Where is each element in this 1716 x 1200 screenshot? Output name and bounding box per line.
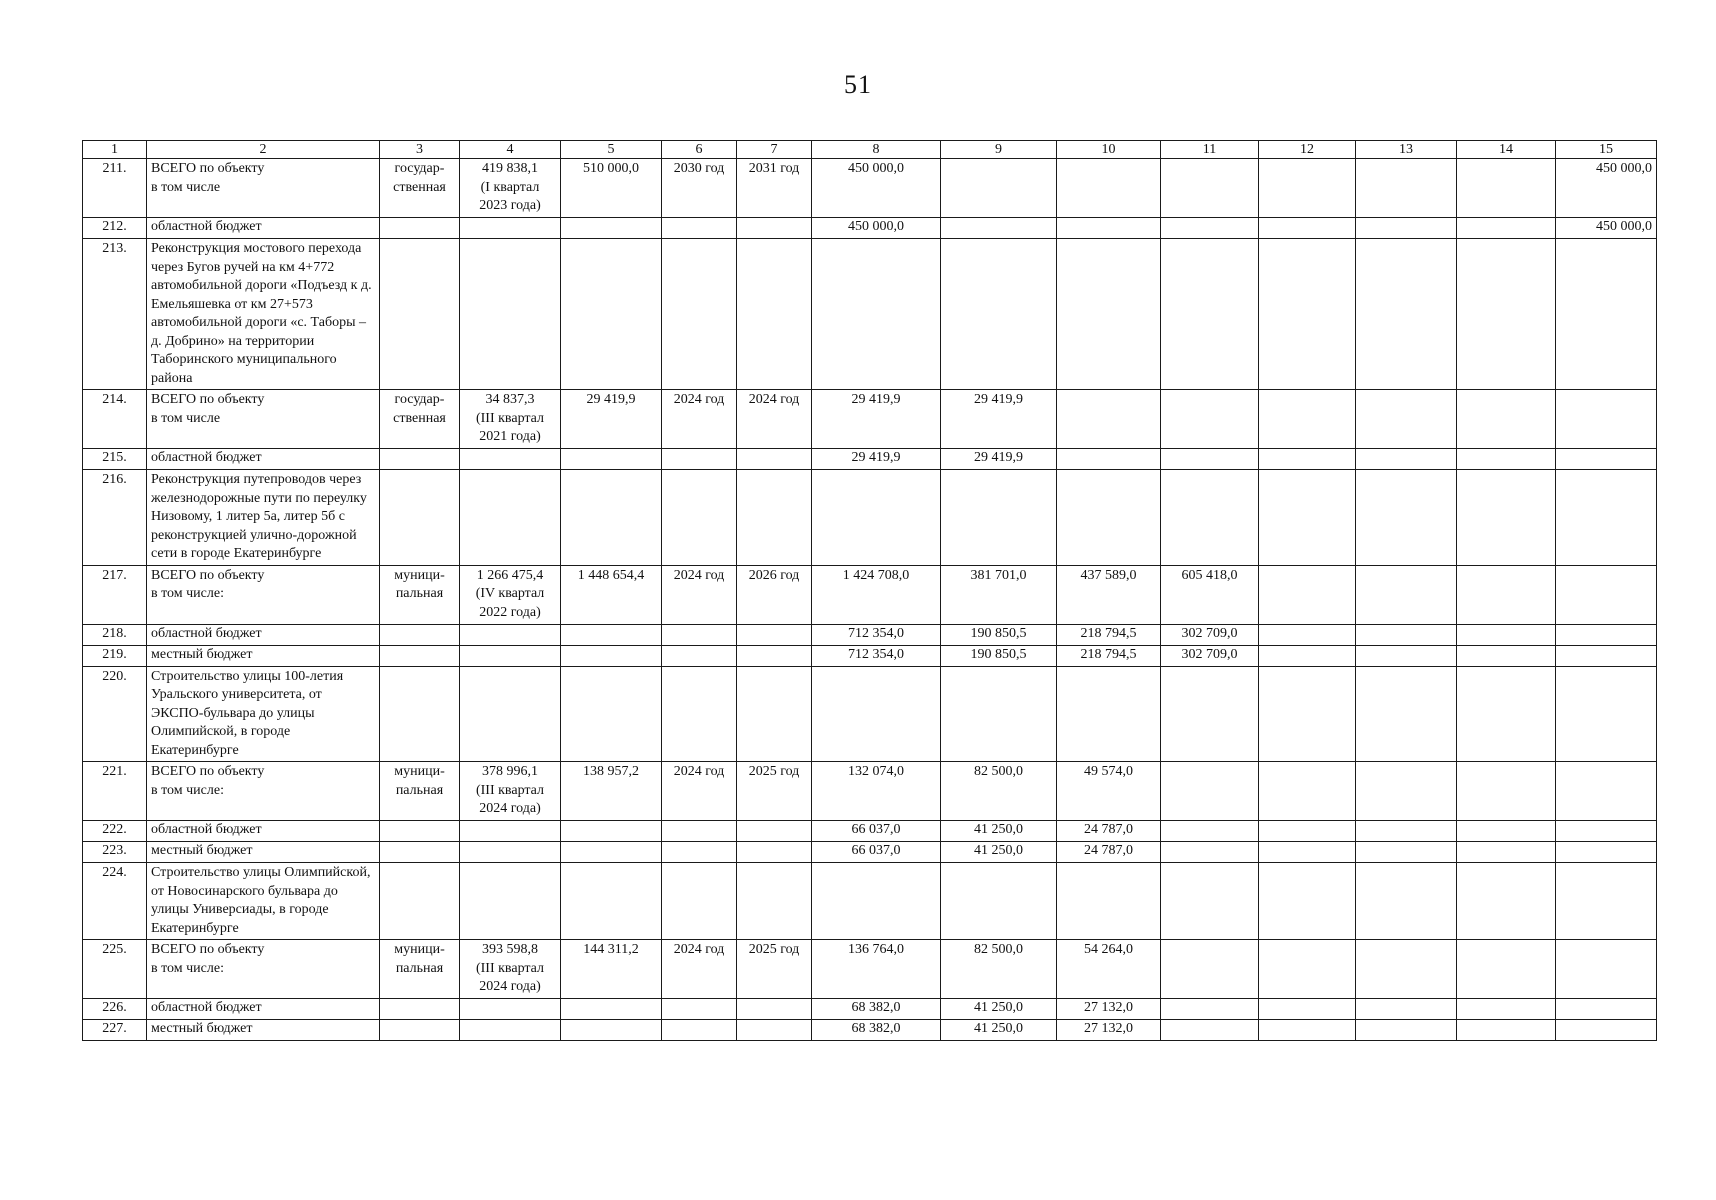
row-number-cell: 215.	[83, 449, 147, 470]
year-amount-cell	[1057, 218, 1161, 239]
empty-cell	[460, 624, 561, 645]
current-cost-cell: 138 957,2	[561, 762, 662, 821]
empty-cell	[1259, 624, 1356, 645]
empty-cell	[1356, 999, 1457, 1020]
year-amount-cell: 218 794,5	[1057, 645, 1161, 666]
empty-cell	[1356, 239, 1457, 390]
empty-cell	[737, 821, 812, 842]
table-row	[83, 863, 1657, 940]
year-amount-cell: 218 794,5	[1057, 624, 1161, 645]
year-amount-cell: 302 709,0	[1161, 624, 1259, 645]
object-name-cell: областной бюджет	[147, 624, 380, 645]
empty-cell	[737, 842, 812, 863]
empty-cell	[662, 239, 737, 390]
end-year-cell: 2024 год	[737, 390, 812, 449]
total-amount-cell: 66 037,0	[812, 821, 941, 842]
empty-cell	[812, 239, 941, 390]
current-cost-cell: 29 419,9	[561, 390, 662, 449]
table-row	[83, 940, 1657, 999]
empty-cell	[1259, 239, 1356, 390]
empty-cell	[1259, 565, 1356, 624]
empty-cell	[561, 842, 662, 863]
year-amount-cell: 190 850,5	[941, 624, 1057, 645]
object-name-cell: ВСЕГО по объекту в том числе	[147, 390, 380, 449]
empty-cell	[561, 1020, 662, 1041]
year-amount-cell	[1057, 449, 1161, 470]
empty-cell	[1161, 470, 1259, 566]
empty-cell	[662, 218, 737, 239]
empty-cell	[662, 999, 737, 1020]
year-amount-cell: 302 709,0	[1161, 645, 1259, 666]
empty-cell	[380, 239, 460, 390]
empty-cell	[460, 821, 561, 842]
empty-cell	[662, 624, 737, 645]
year-amount-cell	[1161, 999, 1259, 1020]
object-name-cell: Строительство улицы Олимпийской, от Новосинарского бульвара до улицы Универсиады, в городе Екатеринбурге	[147, 863, 380, 940]
empty-cell	[460, 449, 561, 470]
year-amount-cell	[1556, 940, 1657, 999]
table-row	[83, 470, 1657, 566]
empty-cell	[1457, 645, 1556, 666]
ownership-cell: государ- ственная	[380, 159, 460, 218]
object-name-cell: Строительство улицы 100-летия Уральского университета, от ЭКСПО-бульвара до улицы Олимпийской, в городе Екатеринбурге	[147, 666, 380, 762]
column-header: 9	[941, 141, 1057, 159]
estimated-cost-cell: 393 598,8 (III квартал 2024 года)	[460, 940, 561, 999]
year-amount-cell: 29 419,9	[941, 390, 1057, 449]
row-number-cell: 220.	[83, 666, 147, 762]
ownership-cell: муници- пальная	[380, 762, 460, 821]
year-amount-cell	[1161, 390, 1259, 449]
object-name-cell: Реконструкция мостового перехода через Бугов ручей на км 4+772 автомобильной дороги «Подъезд к д. Емельяшевка от км 27+573 автомобильной дороги «с. Таборы – д. Добрино» на территории Таборинского муниципального района	[147, 239, 380, 390]
empty-cell	[561, 645, 662, 666]
empty-cell	[460, 842, 561, 863]
year-amount-cell	[1161, 159, 1259, 218]
year-amount-cell: 24 787,0	[1057, 842, 1161, 863]
year-amount-cell	[1161, 940, 1259, 999]
total-amount-cell: 29 419,9	[812, 390, 941, 449]
empty-cell	[737, 1020, 812, 1041]
empty-cell	[380, 470, 460, 566]
object-name-cell: ВСЕГО по объекту в том числе:	[147, 565, 380, 624]
column-header: 11	[1161, 141, 1259, 159]
empty-cell	[1057, 863, 1161, 940]
empty-cell	[1356, 842, 1457, 863]
year-amount-cell	[1556, 999, 1657, 1020]
year-amount-cell	[1556, 449, 1657, 470]
year-amount-cell	[1161, 842, 1259, 863]
empty-cell	[1259, 999, 1356, 1020]
empty-cell	[1356, 762, 1457, 821]
empty-cell	[1356, 666, 1457, 762]
empty-cell	[737, 449, 812, 470]
page-number: 51	[844, 70, 872, 99]
object-name-cell: Реконструкция путепроводов через железнодорожные пути по переулку Низовому, 1 литер 5а, литер 5б с реконструкцией улично-дорожной сети в городе Екатеринбурге	[147, 470, 380, 566]
empty-cell	[812, 470, 941, 566]
empty-cell	[561, 239, 662, 390]
empty-cell	[1259, 218, 1356, 239]
empty-cell	[380, 999, 460, 1020]
empty-cell	[812, 666, 941, 762]
table-row	[83, 666, 1657, 762]
column-header: 12	[1259, 141, 1356, 159]
empty-cell	[737, 666, 812, 762]
object-name-cell: местный бюджет	[147, 645, 380, 666]
year-amount-cell: 49 574,0	[1057, 762, 1161, 821]
empty-cell	[460, 1020, 561, 1041]
object-name-cell: областной бюджет	[147, 821, 380, 842]
empty-cell	[1457, 940, 1556, 999]
row-number-cell: 222.	[83, 821, 147, 842]
year-amount-cell	[1556, 842, 1657, 863]
total-amount-cell: 29 419,9	[812, 449, 941, 470]
empty-cell	[1259, 449, 1356, 470]
empty-cell	[1457, 863, 1556, 940]
empty-cell	[460, 666, 561, 762]
empty-cell	[1356, 159, 1457, 218]
empty-cell	[380, 645, 460, 666]
table-row	[83, 565, 1657, 624]
row-number-cell: 217.	[83, 565, 147, 624]
row-number-cell: 213.	[83, 239, 147, 390]
column-header: 14	[1457, 141, 1556, 159]
empty-cell	[737, 645, 812, 666]
empty-cell	[460, 239, 561, 390]
year-amount-cell	[1161, 218, 1259, 239]
estimated-cost-cell: 378 996,1 (III квартал 2024 года)	[460, 762, 561, 821]
empty-cell	[662, 645, 737, 666]
column-header: 4	[460, 141, 561, 159]
empty-cell	[1356, 565, 1457, 624]
start-year-cell: 2024 год	[662, 940, 737, 999]
empty-cell	[1356, 940, 1457, 999]
total-amount-cell: 68 382,0	[812, 999, 941, 1020]
empty-cell	[460, 863, 561, 940]
empty-cell	[561, 470, 662, 566]
column-header: 7	[737, 141, 812, 159]
table-row	[83, 821, 1657, 842]
table-row	[83, 999, 1657, 1020]
empty-cell	[737, 999, 812, 1020]
empty-cell	[1356, 624, 1457, 645]
year-amount-cell: 605 418,0	[1161, 565, 1259, 624]
year-amount-cell	[1161, 821, 1259, 842]
empty-cell	[1356, 470, 1457, 566]
column-header: 13	[1356, 141, 1457, 159]
empty-cell	[941, 239, 1057, 390]
table-row	[83, 239, 1657, 390]
object-name-cell: областной бюджет	[147, 449, 380, 470]
empty-cell	[1259, 666, 1356, 762]
empty-cell	[380, 821, 460, 842]
end-year-cell: 2031 год	[737, 159, 812, 218]
empty-cell	[380, 449, 460, 470]
empty-cell	[561, 218, 662, 239]
row-number-cell: 223.	[83, 842, 147, 863]
empty-cell	[1457, 624, 1556, 645]
empty-cell	[380, 218, 460, 239]
table-row	[83, 645, 1657, 666]
start-year-cell: 2030 год	[662, 159, 737, 218]
total-amount-cell: 1 424 708,0	[812, 565, 941, 624]
end-year-cell: 2025 год	[737, 940, 812, 999]
total-amount-cell: 450 000,0	[812, 159, 941, 218]
empty-cell	[561, 666, 662, 762]
year-amount-cell: 450 000,0	[1556, 159, 1657, 218]
year-amount-cell: 82 500,0	[941, 940, 1057, 999]
empty-cell	[460, 645, 561, 666]
empty-cell	[941, 666, 1057, 762]
empty-cell	[380, 1020, 460, 1041]
empty-cell	[1259, 863, 1356, 940]
empty-cell	[662, 666, 737, 762]
estimated-cost-cell: 1 266 475,4 (IV квартал 2022 года)	[460, 565, 561, 624]
row-number-cell: 214.	[83, 390, 147, 449]
empty-cell	[1161, 239, 1259, 390]
year-amount-cell	[1556, 645, 1657, 666]
empty-cell	[1457, 159, 1556, 218]
empty-cell	[1161, 863, 1259, 940]
year-amount-cell: 82 500,0	[941, 762, 1057, 821]
empty-cell	[737, 863, 812, 940]
year-amount-cell: 381 701,0	[941, 565, 1057, 624]
year-amount-cell: 27 132,0	[1057, 1020, 1161, 1041]
column-header: 5	[561, 141, 662, 159]
empty-cell	[1057, 666, 1161, 762]
object-name-cell: ВСЕГО по объекту в том числе:	[147, 762, 380, 821]
row-number-cell: 221.	[83, 762, 147, 821]
year-amount-cell	[1057, 390, 1161, 449]
year-amount-cell	[1161, 1020, 1259, 1041]
year-amount-cell: 24 787,0	[1057, 821, 1161, 842]
table-row	[83, 1020, 1657, 1041]
empty-cell	[737, 239, 812, 390]
empty-cell	[1556, 239, 1657, 390]
empty-cell	[1356, 863, 1457, 940]
row-number-cell: 212.	[83, 218, 147, 239]
investment-objects-table	[82, 140, 1657, 1041]
start-year-cell: 2024 год	[662, 390, 737, 449]
empty-cell	[1259, 762, 1356, 821]
year-amount-cell: 29 419,9	[941, 449, 1057, 470]
empty-cell	[561, 999, 662, 1020]
total-amount-cell: 68 382,0	[812, 1020, 941, 1041]
empty-cell	[662, 821, 737, 842]
empty-cell	[1556, 666, 1657, 762]
empty-cell	[460, 999, 561, 1020]
year-amount-cell	[941, 218, 1057, 239]
table-row	[83, 449, 1657, 470]
empty-cell	[662, 470, 737, 566]
empty-cell	[1457, 470, 1556, 566]
object-name-cell: областной бюджет	[147, 218, 380, 239]
year-amount-cell: 190 850,5	[941, 645, 1057, 666]
empty-cell	[561, 863, 662, 940]
empty-cell	[1161, 666, 1259, 762]
empty-cell	[1259, 470, 1356, 566]
end-year-cell: 2026 год	[737, 565, 812, 624]
empty-cell	[1556, 863, 1657, 940]
empty-cell	[1457, 821, 1556, 842]
empty-cell	[1457, 218, 1556, 239]
ownership-cell: муници- пальная	[380, 565, 460, 624]
table-row	[83, 390, 1657, 449]
empty-cell	[1457, 565, 1556, 624]
current-cost-cell: 144 311,2	[561, 940, 662, 999]
empty-cell	[941, 470, 1057, 566]
empty-cell	[561, 624, 662, 645]
empty-cell	[561, 821, 662, 842]
empty-cell	[1259, 940, 1356, 999]
table-row	[83, 218, 1657, 239]
row-number-cell: 226.	[83, 999, 147, 1020]
year-amount-cell	[1161, 449, 1259, 470]
year-amount-cell	[941, 159, 1057, 218]
empty-cell	[1356, 449, 1457, 470]
ownership-cell: муници- пальная	[380, 940, 460, 999]
total-amount-cell: 450 000,0	[812, 218, 941, 239]
total-amount-cell: 66 037,0	[812, 842, 941, 863]
empty-cell	[1356, 1020, 1457, 1041]
year-amount-cell	[1556, 1020, 1657, 1041]
year-amount-cell: 54 264,0	[1057, 940, 1161, 999]
row-number-cell: 224.	[83, 863, 147, 940]
year-amount-cell: 27 132,0	[1057, 999, 1161, 1020]
empty-cell	[1057, 239, 1161, 390]
year-amount-cell: 41 250,0	[941, 1020, 1057, 1041]
row-number-cell: 216.	[83, 470, 147, 566]
end-year-cell: 2025 год	[737, 762, 812, 821]
empty-cell	[380, 624, 460, 645]
empty-cell	[1259, 1020, 1356, 1041]
empty-cell	[812, 863, 941, 940]
ownership-cell: государ- ственная	[380, 390, 460, 449]
empty-cell	[1556, 470, 1657, 566]
empty-cell	[380, 863, 460, 940]
column-header: 15	[1556, 141, 1657, 159]
start-year-cell: 2024 год	[662, 762, 737, 821]
object-name-cell: местный бюджет	[147, 842, 380, 863]
column-header: 1	[83, 141, 147, 159]
total-amount-cell: 132 074,0	[812, 762, 941, 821]
empty-cell	[1457, 999, 1556, 1020]
empty-cell	[737, 624, 812, 645]
year-amount-cell: 41 250,0	[941, 821, 1057, 842]
empty-cell	[1259, 821, 1356, 842]
total-amount-cell: 712 354,0	[812, 624, 941, 645]
empty-cell	[460, 218, 561, 239]
start-year-cell: 2024 год	[662, 565, 737, 624]
empty-cell	[737, 470, 812, 566]
empty-cell	[662, 842, 737, 863]
empty-cell	[1259, 645, 1356, 666]
table-row	[83, 762, 1657, 821]
empty-cell	[1356, 645, 1457, 666]
object-name-cell: областной бюджет	[147, 999, 380, 1020]
year-amount-cell	[1556, 821, 1657, 842]
empty-cell	[662, 449, 737, 470]
year-amount-cell: 41 250,0	[941, 842, 1057, 863]
table-row	[83, 624, 1657, 645]
empty-cell	[380, 842, 460, 863]
column-header: 2	[147, 141, 380, 159]
column-header: 8	[812, 141, 941, 159]
year-amount-cell: 437 589,0	[1057, 565, 1161, 624]
empty-cell	[1457, 842, 1556, 863]
row-number-cell: 225.	[83, 940, 147, 999]
year-amount-cell: 450 000,0	[1556, 218, 1657, 239]
year-amount-cell	[1161, 762, 1259, 821]
object-name-cell: местный бюджет	[147, 1020, 380, 1041]
empty-cell	[1457, 449, 1556, 470]
row-number-cell: 218.	[83, 624, 147, 645]
row-number-cell: 219.	[83, 645, 147, 666]
empty-cell	[941, 863, 1057, 940]
empty-cell	[1457, 390, 1556, 449]
table-row	[83, 159, 1657, 218]
empty-cell	[380, 666, 460, 762]
column-header: 3	[380, 141, 460, 159]
empty-cell	[1457, 239, 1556, 390]
year-amount-cell	[1556, 565, 1657, 624]
empty-cell	[662, 1020, 737, 1041]
current-cost-cell: 510 000,0	[561, 159, 662, 218]
empty-cell	[1356, 390, 1457, 449]
column-number-header-row	[83, 141, 1657, 159]
estimated-cost-cell: 419 838,1 (I квартал 2023 года)	[460, 159, 561, 218]
row-number-cell: 227.	[83, 1020, 147, 1041]
table-row	[83, 842, 1657, 863]
empty-cell	[1356, 821, 1457, 842]
object-name-cell: ВСЕГО по объекту в том числе:	[147, 940, 380, 999]
total-amount-cell: 136 764,0	[812, 940, 941, 999]
empty-cell	[1356, 218, 1457, 239]
year-amount-cell	[1556, 390, 1657, 449]
current-cost-cell: 1 448 654,4	[561, 565, 662, 624]
object-name-cell: ВСЕГО по объекту в том числе	[147, 159, 380, 218]
column-header: 6	[662, 141, 737, 159]
year-amount-cell: 41 250,0	[941, 999, 1057, 1020]
empty-cell	[1259, 390, 1356, 449]
total-amount-cell: 712 354,0	[812, 645, 941, 666]
empty-cell	[1457, 666, 1556, 762]
row-number-cell: 211.	[83, 159, 147, 218]
empty-cell	[1259, 842, 1356, 863]
empty-cell	[737, 218, 812, 239]
estimated-cost-cell: 34 837,3 (III квартал 2021 года)	[460, 390, 561, 449]
empty-cell	[662, 863, 737, 940]
empty-cell	[460, 470, 561, 566]
year-amount-cell	[1556, 624, 1657, 645]
column-header: 10	[1057, 141, 1161, 159]
year-amount-cell	[1556, 762, 1657, 821]
empty-cell	[1057, 470, 1161, 566]
empty-cell	[1457, 762, 1556, 821]
empty-cell	[1259, 159, 1356, 218]
year-amount-cell	[1057, 159, 1161, 218]
empty-cell	[561, 449, 662, 470]
empty-cell	[1457, 1020, 1556, 1041]
